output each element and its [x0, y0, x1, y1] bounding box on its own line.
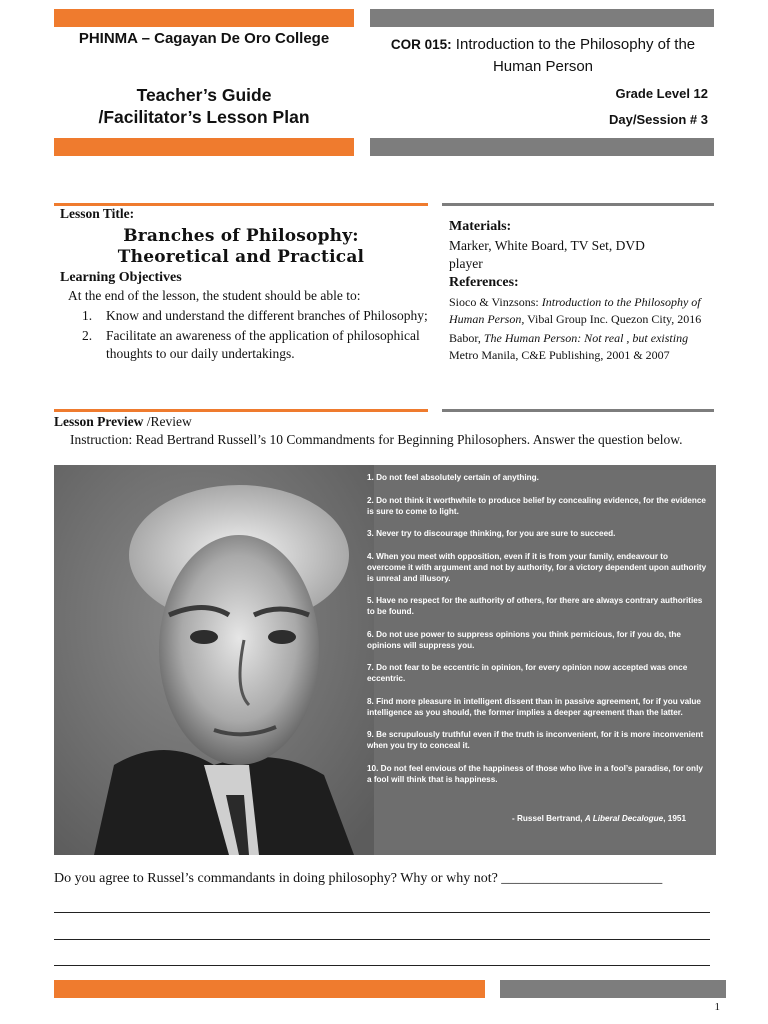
materials-top-rule [442, 203, 714, 206]
commandment-item: 7. Do not fear to be eccentric in opinion, for every opinion now accepted was once eccentric. [367, 663, 688, 683]
guide-title-line1: Teacher’s Guide [136, 85, 272, 105]
reference-1-publisher: Vibal Group Inc. Quezon City, 2016 [524, 312, 702, 326]
reference-2 [449, 330, 719, 364]
attribution-work: A Liberal Decalogue [584, 814, 664, 823]
references-heading: References: [449, 275, 519, 290]
guide-title [54, 84, 354, 128]
objective-text: Facilitate an awareness of the application of philosophical thoughts to our daily undertakings. [106, 327, 420, 361]
reference-1-title: Introduction to the Philosophy of Human Person, [449, 295, 701, 326]
course-name: Introduction to the Philosophy of the Human Person [451, 36, 696, 75]
objectives-intro: At the end of the lesson, the student should be able to: [68, 288, 361, 303]
russell-portrait-image [54, 465, 374, 855]
lesson-title-line1: Branches of Philosophy: [123, 226, 359, 246]
reference-1-author: Sioco & Vinzsons: [449, 295, 542, 309]
course-code: COR 015: [390, 37, 452, 52]
russell-commandments-image [54, 465, 716, 855]
commandment-item: 3. Never try to discourage thinking, for you are sure to succeed. [367, 529, 616, 538]
guide-title-line2: /Facilitator’s Lesson Plan [98, 107, 310, 127]
header-bottom-left-bar [54, 138, 354, 156]
lesson-info [54, 206, 428, 365]
lesson-preview-heading [54, 414, 192, 430]
objective-text: Know and understand the different branches of Philosophy; [106, 308, 428, 323]
reference-2-publisher: Metro Manila, C&E Publishing, 2001 & 2007 [449, 348, 670, 362]
materials-bottom-rule [442, 409, 714, 412]
reference-2-author: Babor, [449, 331, 484, 345]
reference-1 [449, 294, 719, 328]
lesson-preview-label: Lesson Preview [54, 414, 144, 429]
lesson-title-label: Lesson Title: [60, 206, 135, 221]
footer-right-bar [500, 980, 726, 998]
objective-item [82, 327, 428, 364]
answer-line[interactable] [54, 965, 710, 966]
materials-heading: Materials: [449, 219, 512, 234]
answer-line[interactable] [54, 912, 710, 913]
attribution-year: , 1951 [663, 814, 686, 823]
objective-number: 2. [82, 327, 93, 343]
materials-references [449, 219, 719, 364]
commandment-item: 8. Find more pleasure in intelligent dissent than in passive agreement, for if you value intelligence as you should, the former implies a deeper agreement than the latter. [367, 696, 701, 717]
instruction-text: Instruction: Read Bertrand Russell’s 10 Commandments for Beginning Philosophers. Answer the question below. [70, 432, 683, 447]
attribution-author: - Russel Bertrand, [512, 814, 585, 823]
lesson-bottom-rule [54, 409, 428, 412]
commandment-item: 9. Be scrupulously truthful even if the truth is inconvenient, for it is more inconvenient when you try to conceal it. [367, 730, 704, 750]
commandment-item: 5. Have no respect for the authority of others, for there are always contrary authorities to be found. [367, 596, 703, 616]
lesson-title [54, 226, 428, 268]
lesson-title-line2: Theoretical and Practical [117, 247, 365, 267]
header-top-left-bar [54, 9, 354, 27]
reference-2-title: The Human Person: Not real , but existing [483, 331, 689, 345]
grade-level: Grade Level 12 [615, 86, 708, 101]
page-number: 1 [714, 1001, 720, 1013]
objective-item [82, 307, 428, 326]
commandment-item: 2. Do not think it worthwhile to produce belief by concealing evidence, for the evidence is sure to come to light. [367, 495, 706, 516]
commandment-item: 10. Do not feel envious of the happiness of those who live in a fool’s paradise, for only a fool will think that is happiness. [367, 763, 703, 784]
commandment-item: 6. Do not use power to suppress opinions you think pernicious, for if you do, the opinions will suppress you. [367, 629, 681, 650]
commandments-list [367, 472, 707, 796]
objectives-list [82, 307, 428, 364]
school-name: PHINMA – Cagayan De Oro College [78, 30, 330, 47]
header-top-right-bar [370, 9, 714, 27]
session-number: Day/Session # 3 [609, 112, 708, 127]
footer-left-bar [54, 980, 485, 998]
answer-line[interactable] [54, 939, 710, 940]
course-title [370, 34, 716, 78]
discussion-question: Do you agree to Russel’s commandants in doing philosophy? Why or why not? _______________________ [54, 871, 663, 886]
objectives-heading: Learning Objectives [60, 270, 182, 285]
lesson-preview-suffix: /Review [143, 414, 192, 429]
commandment-item: 1. Do not feel absolutely certain of anything. [367, 473, 539, 482]
header-bottom-right-bar [370, 138, 714, 156]
attribution [512, 814, 686, 823]
commandment-item: 4. When you meet with opposition, even if it is from your family, endeavour to overcome it with argument and not by authority, for a victory dependent upon authority is unreal and illusory. [367, 551, 707, 583]
objective-number: 1. [82, 308, 93, 323]
materials-text: Marker, White Board, TV Set, DVD player [449, 238, 645, 271]
